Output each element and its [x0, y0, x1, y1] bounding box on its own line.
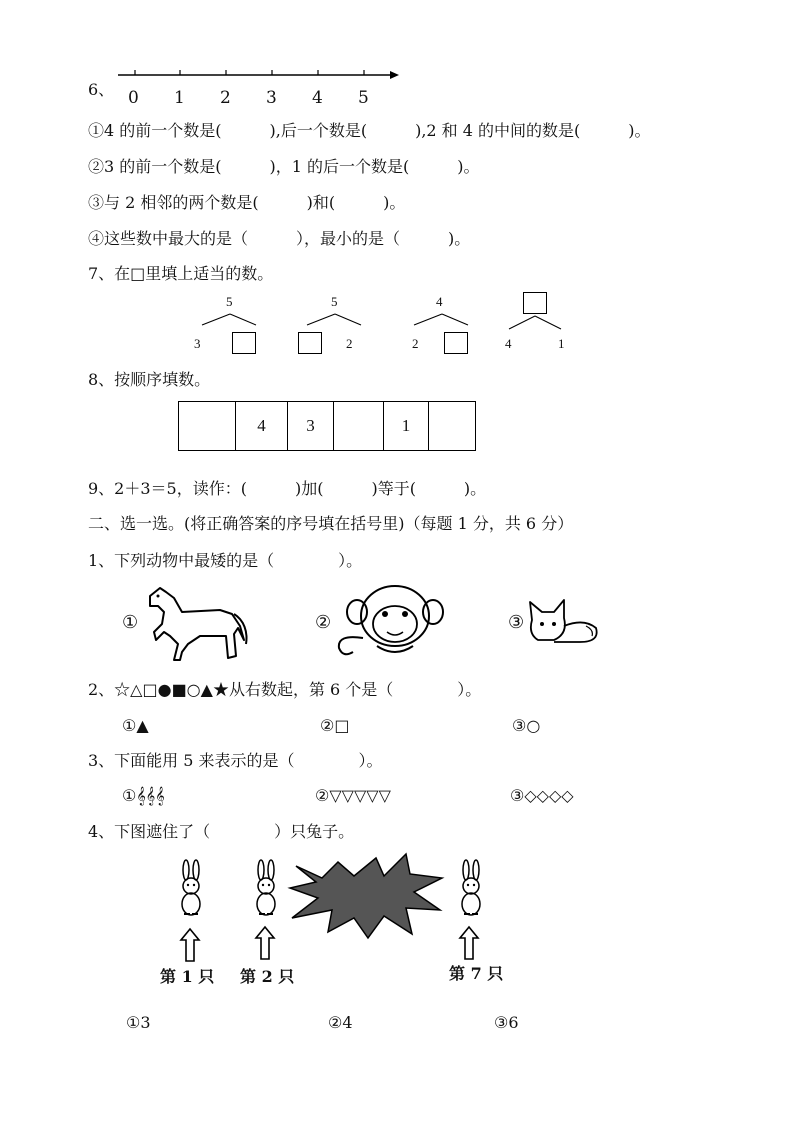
- q6-line-1: ①4 的前一个数是( ),后一个数是( ),2 和 4 的中间的数是( )。: [88, 121, 651, 140]
- s2q2-text: 2、☆△□●■○▲★从右数起，第 6 个是（ ）。: [88, 680, 482, 699]
- rabbit-label-7: 第 7 只: [449, 964, 504, 983]
- s2q4-option-2[interactable]: ②4: [328, 1013, 353, 1032]
- tree1-left: 3: [194, 336, 201, 351]
- s2q3-option-3[interactable]: ③◇◇◇◇: [510, 786, 574, 805]
- tree3-top: 4: [436, 294, 443, 309]
- rabbit-icon: [456, 860, 486, 918]
- sequence-cell-6[interactable]: [429, 402, 475, 450]
- s2q1-option-1[interactable]: ①: [122, 612, 139, 633]
- sequence-table: [178, 401, 476, 451]
- sequence-cell-4[interactable]: [334, 402, 384, 450]
- q6-label: 6、: [88, 80, 115, 99]
- rabbit-label-1: 第 1 只: [160, 967, 215, 986]
- number-line: [110, 66, 400, 106]
- s2q2-option-3[interactable]: ③○: [512, 716, 541, 735]
- s2q1-text: 1、下列动物中最矮的是（ ）。: [88, 551, 363, 570]
- tree2-branches: [305, 313, 365, 327]
- tree2-left-box[interactable]: [298, 332, 322, 354]
- horse-icon: [140, 584, 252, 664]
- s2q2-option-1[interactable]: ①▲: [122, 716, 149, 735]
- s2q4-option-3[interactable]: ③6: [494, 1013, 519, 1032]
- tree3-right-box[interactable]: [444, 332, 468, 354]
- cover-splash-shape: [288, 852, 448, 940]
- tree3-left: 2: [412, 336, 419, 351]
- s2q4-option-1[interactable]: ①3: [126, 1013, 151, 1032]
- up-arrow-icon: [255, 926, 275, 960]
- sequence-cell-1[interactable]: [179, 402, 236, 450]
- section2-title: 二、选一选。(将正确答案的序号填在括号里)（每题 1 分，共 6 分）: [88, 514, 574, 533]
- tree1-top: 5: [226, 294, 233, 309]
- rabbit-icon: [176, 860, 206, 918]
- tick-2: 2: [220, 88, 231, 108]
- tree3-branches: [412, 313, 472, 327]
- tree4-left: 4: [505, 336, 512, 351]
- q7-title: 7、在□里填上适当的数。: [88, 264, 274, 283]
- s2q1-option-3[interactable]: ③: [508, 612, 525, 633]
- tick-5: 5: [358, 88, 369, 108]
- tree4-top-box[interactable]: [523, 292, 547, 314]
- tick-0: 0: [128, 88, 139, 108]
- s2q2-option-2[interactable]: ②□: [320, 716, 350, 735]
- q9-text: 9、2＋3＝5，读作：( )加( )等于( )。: [88, 479, 487, 498]
- tick-1: 1: [174, 88, 185, 108]
- tick-3: 3: [266, 88, 277, 108]
- tree2-top: 5: [331, 294, 338, 309]
- q6-line-2: ②3 的前一个数是( )，1 的后一个数是( )。: [88, 157, 480, 176]
- tree2-right: 2: [346, 336, 353, 351]
- sequence-cell-3: 3: [288, 402, 334, 450]
- rabbit-label-2: 第 2 只: [240, 967, 295, 986]
- tree4-right: 1: [558, 336, 565, 351]
- up-arrow-icon: [459, 926, 479, 960]
- fox-icon: [524, 596, 604, 646]
- s2q1-option-2[interactable]: ②: [315, 612, 332, 633]
- up-arrow-icon: [180, 928, 200, 962]
- sequence-cell-2: 4: [236, 402, 288, 450]
- s2q4-text: 4、下图遮住了（ ）只兔子。: [88, 822, 355, 841]
- q6-line-4: ④这些数中最大的是（ ），最小的是（ )。: [88, 229, 471, 248]
- tick-4: 4: [312, 88, 323, 108]
- q8-title: 8、按顺序填数。: [88, 370, 211, 389]
- rabbit-icon: [251, 860, 281, 918]
- tree1-right-box[interactable]: [232, 332, 256, 354]
- s2q3-option-2[interactable]: ②▽▽▽▽▽: [315, 786, 391, 805]
- monkey-icon: [333, 582, 453, 660]
- s2q3-text: 3、下面能用 5 来表示的是（ ）。: [88, 751, 383, 770]
- tree4-branches: [507, 315, 567, 331]
- s2q3-option-1[interactable]: ①𝄞𝄞𝄞: [122, 786, 165, 805]
- q6-line-3: ③与 2 相邻的两个数是( )和( )。: [88, 193, 406, 212]
- tree1-branches: [200, 313, 260, 327]
- sequence-cell-5: 1: [384, 402, 429, 450]
